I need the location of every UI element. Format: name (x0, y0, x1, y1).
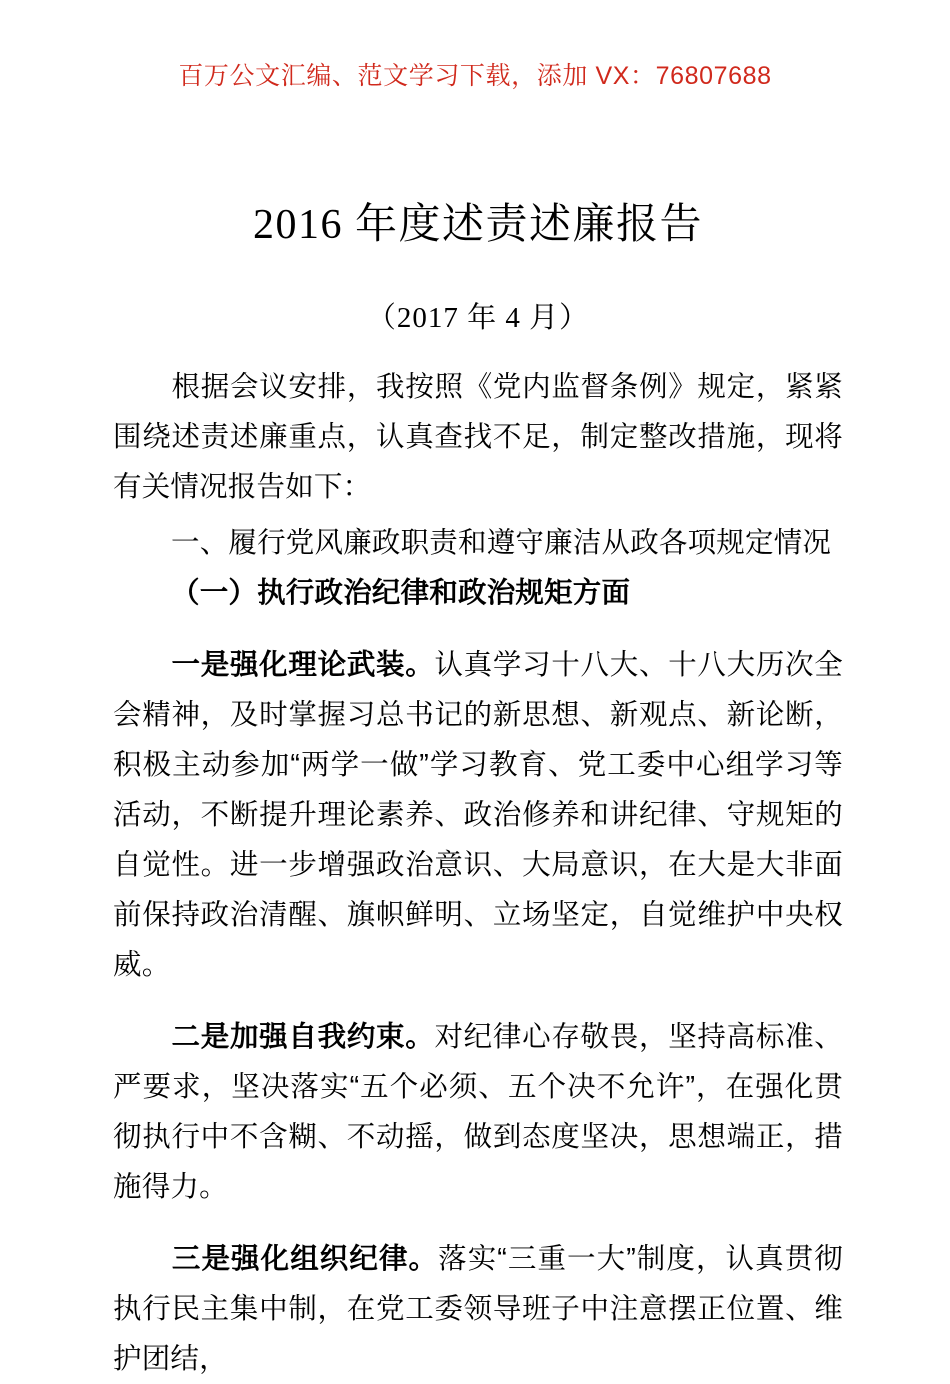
paragraph-lead-bold: 三是强化组织纪律。 (171, 1243, 439, 1275)
body-paragraph (113, 1012, 843, 1212)
heading-text: 一、履行党风廉政职责和遵守廉洁从政各项规定情况 (171, 527, 832, 559)
body-paragraph (113, 1234, 843, 1384)
paragraph-text: 根据会议安排，我按照《党内监督条例》规定，紧紧围绕述责述廉重点，认真查找不足，制定整改措施，现将有关情况报告如下： (113, 371, 843, 503)
promo-banner: 百万公文汇编、范文学习下载，添加 VX：76807688 (178, 62, 772, 90)
document-body (113, 0, 843, 1384)
body-paragraph (113, 640, 843, 990)
section-heading-level-1 (113, 518, 843, 568)
document-blocks (113, 362, 843, 1384)
page-title: 2016 年度述责述廉报告 (252, 202, 703, 248)
heading-text: （一）执行政治纪律和政治规矩方面 (171, 577, 631, 609)
document-date: （2017 年 4 月） (366, 302, 590, 334)
paragraph-text: 落实“三重一大”制度，认真贯彻执行民主集中制，在党工委领导班子中注意摆正位置、维护团结， (113, 1243, 843, 1375)
paragraph-text: 认真学习十八大、十八大历次全会精神，及时掌握习总书记的新思想、新观点、新论断，积极主动参加“两学一做”学习教育、党工委中心组学习等活动，不断提升理论素养、政治修养和讲纪律、守规矩的自觉性。进一步增强政治意识、大局意识，在大是大非面前保持政治清醒、旗帜鲜明、立场坚定，自觉维护中央权威。 (113, 649, 843, 981)
section-heading-level-2 (113, 568, 843, 618)
paragraph-text: 对纪律心存敬畏，坚持高标准、严要求，坚决落实“五个必须、五个决不允许”，在强化贯彻执行中不含糊、不动摇，做到态度坚决，思想端正，措施得力。 (113, 1021, 843, 1203)
body-paragraph (113, 362, 843, 512)
paragraph-lead-bold: 一是强化理论武装。 (171, 649, 435, 681)
paragraph-lead-bold: 二是加强自我约束。 (171, 1021, 435, 1053)
